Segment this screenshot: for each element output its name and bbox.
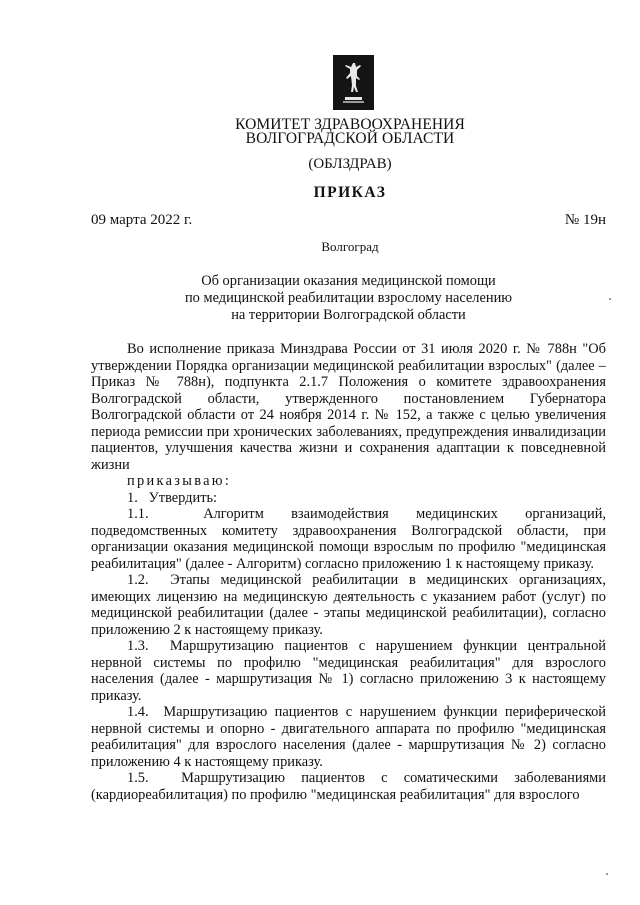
item-1-5: 1.5. Маршрутизацию пациентов с соматическими заболеваниями (кардиореабилитация) по профилю "медицинская реабилитация" для взрослого <box>91 770 606 803</box>
organization-name-line1: КОМИТЕТ ЗДРАВООХРАНЕНИЯ <box>235 116 465 133</box>
intro-paragraph: Во исполнение приказа Минздрава России от 31 июля 2020 г. № 788н "Об утверждении Порядка организации медицинской реабилитации взрослых" (далее – Приказ № 788н), подпункта 2.1.7 Положения о комитете здравоохранения Волгоградской области, утвержденного постановлением Губернатора Волгоградской области от 24 ноября 2014 г. № 152, а также с целью увеличения периода ремиссии при хронических заболеваниях, предупреждения инвалидизации пациентов, улучшения качества жизни и сохранения адаптации к повседневной жизни <box>91 341 606 473</box>
document-city: Волгоград <box>321 239 379 254</box>
subject-line: по медицинской реабилитации взрослому населению <box>184 290 513 306</box>
item-1-3: 1.3. Маршрутизацию пациентов с нарушением функции центральной нервной системы по профилю "медицинская реабилитация" для взрослого населения (далее - маршрутизация № 1) согласно приложению 3 к настоящему приказу. <box>91 638 606 704</box>
subject-line: Об организации оказания медицинской помощи <box>201 273 496 289</box>
organization-name-line2: ВОЛГОГРАДСКОЙ ОБЛАСТИ <box>245 130 455 147</box>
order-word: приказываю: <box>127 473 232 489</box>
organization-abbreviation: (ОБЛЗДРАВ) <box>308 156 392 172</box>
document-number: № 19н <box>564 212 606 228</box>
subject-line: на территории Волгоградской области <box>231 307 466 323</box>
item-1: 1. Утвердить: <box>127 489 218 506</box>
document-date: 09 марта 2022 г. <box>91 212 193 228</box>
document-subject <box>91 273 606 324</box>
document-body <box>91 341 606 803</box>
item-1-4: 1.4. Маршрутизацию пациентов с нарушением функции периферической нервной системы и опорно - двигательного аппарата по профилю "медицинская реабилитация" для взрослого населения (далее - маршрутизация № 2) согласно приложению 4 к настоящему приказу. <box>91 704 606 770</box>
document-type-title: ПРИКАЗ <box>313 184 387 201</box>
coat-of-arms-icon <box>333 55 374 110</box>
scan-artifact <box>606 873 608 875</box>
item-1-2: 1.2. Этапы медицинской реабилитации в медицинских организациях, имеющих лицензию на медицинскую деятельность с указанием работ (услуг) по медицинской реабилитации (далее - этапы медицинской реабилитации), согласно приложению 2 к настоящему приказу. <box>91 572 606 638</box>
item-1-1: 1.1. Алгоритм взаимодействия медицинских организаций, подведомственных комитету здравоохранения Волгоградской области, при организации оказания медицинской помощи взрослым по профилю "медицинская реабилитация" (далее - Алгоритм) согласно приложению 1 к настоящему приказу. <box>91 506 606 572</box>
scan-artifact <box>609 298 611 300</box>
